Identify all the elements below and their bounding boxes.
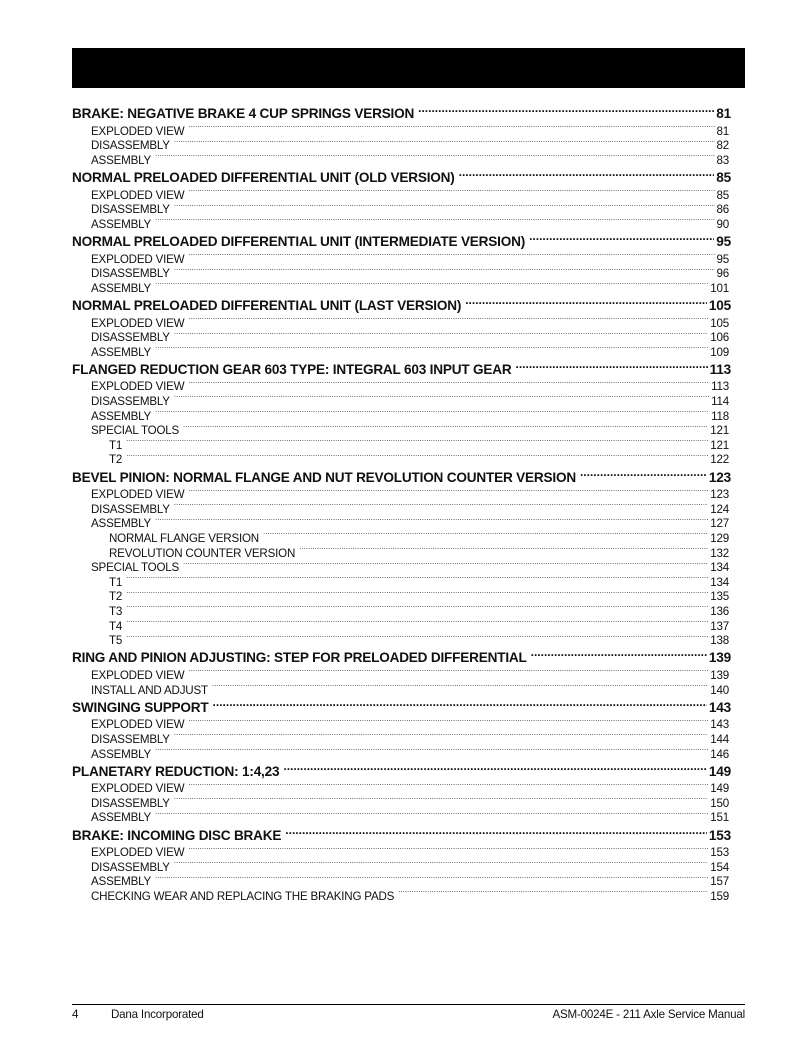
toc-entry-title: ASSEMBLY (91, 409, 152, 423)
toc-section-heading[interactable] (72, 468, 731, 485)
toc-entry-title: ASSEMBLY (91, 811, 152, 825)
toc-entry-page: 122 (710, 453, 729, 467)
toc-subentry[interactable] (72, 501, 731, 516)
toc-entry-title: DISASSEMBLY (91, 203, 170, 217)
toc-entry-page: 114 (711, 395, 729, 409)
dot-leader (155, 280, 708, 292)
dot-leader (459, 168, 715, 182)
toc-subentry[interactable] (72, 888, 731, 903)
toc-entry-title: T3 (109, 604, 123, 618)
dot-leader (155, 874, 708, 886)
toc-entry-title: T1 (109, 575, 123, 589)
toc-subentry[interactable] (72, 344, 731, 359)
dot-leader (299, 545, 708, 557)
dot-leader (155, 216, 714, 228)
toc-entry-title: DISASSEMBLY (91, 732, 170, 746)
dot-leader (263, 530, 708, 542)
toc-entry-title: FLANGED REDUCTION GEAR 603 TYPE: INTEGRAL 603 INPUT GEAR (72, 361, 512, 377)
toc-section (72, 826, 731, 905)
toc-subentry[interactable] (72, 717, 731, 732)
toc-entry-page: 139 (710, 668, 729, 682)
dot-leader (126, 589, 708, 601)
dot-leader (174, 202, 715, 214)
dot-leader (398, 888, 708, 900)
toc-entry-page: 136 (710, 604, 729, 618)
toc-entry-title: EXPLODED VIEW (91, 380, 185, 394)
toc-entry-title: RING AND PINION ADJUSTING: STEP FOR PRELOADED DIFFERENTIAL (72, 650, 527, 666)
toc-entry-page: 113 (709, 361, 731, 377)
toc-subentry[interactable] (72, 123, 731, 138)
toc-subentry[interactable] (72, 633, 731, 648)
dot-leader (126, 603, 708, 615)
toc-entry-title: ASSEMBLY (91, 875, 152, 889)
toc-entry-page: 134 (710, 575, 729, 589)
toc-subentry[interactable] (72, 187, 731, 202)
dot-leader (183, 560, 708, 572)
toc-entry-page: 123 (708, 469, 731, 485)
toc-subentry[interactable] (72, 408, 731, 423)
toc-entry-page: 85 (716, 188, 729, 202)
toc-entry-page: 149 (708, 763, 731, 779)
footer-page-number: 4 (72, 1008, 79, 1021)
toc-entry-title: DISASSEMBLY (91, 796, 170, 810)
toc-entry-page: 101 (710, 281, 729, 295)
toc-entry-title: PLANETARY REDUCTION: 1:4,23 (72, 763, 280, 779)
toc-subentry[interactable] (72, 667, 731, 682)
toc-section (72, 698, 731, 762)
toc-entry-page: 153 (710, 846, 729, 860)
toc-entry-title: NORMAL PRELOADED DIFFERENTIAL UNIT (OLD VERSION) (72, 169, 455, 185)
toc-entry-page: 95 (716, 252, 729, 266)
toc-section-heading[interactable] (72, 698, 731, 715)
dot-leader (155, 344, 708, 356)
toc-subentry[interactable] (72, 379, 731, 394)
toc-entry-page: 146 (710, 747, 729, 761)
dot-leader (188, 251, 714, 263)
dot-leader (465, 296, 707, 310)
toc-entry-page: 81 (716, 124, 729, 138)
toc-section-heading[interactable] (72, 296, 731, 313)
toc-subentry[interactable] (72, 560, 731, 575)
footer-manual-title: ASM-0024E - 211 Axle Service Manual (552, 1008, 745, 1021)
toc-entry-page: 138 (710, 634, 729, 648)
toc-entry-title: EXPLODED VIEW (91, 488, 185, 502)
toc-entry-page: 121 (710, 424, 729, 438)
toc-subentry[interactable] (72, 589, 731, 604)
dot-leader (174, 501, 708, 513)
dot-leader (529, 232, 714, 246)
toc-entry-title: T4 (109, 619, 123, 633)
toc-subentry[interactable] (72, 330, 731, 345)
toc-entry-page: 143 (708, 699, 731, 715)
toc-entry-title: EXPLODED VIEW (91, 846, 185, 860)
dot-leader (126, 618, 708, 630)
toc-entry-title: ASSEMBLY (91, 517, 152, 531)
toc-subentry[interactable] (72, 280, 731, 295)
toc-entry-page: 127 (710, 517, 729, 531)
dot-leader (188, 845, 708, 857)
dot-leader (188, 187, 714, 199)
dot-leader (126, 574, 708, 586)
toc-entry-page: 85 (716, 169, 731, 185)
toc-entry-title: ASSEMBLY (91, 153, 152, 167)
toc-entry-page: 109 (710, 345, 729, 359)
toc-entry-title: DISASSEMBLY (91, 395, 170, 409)
toc-subentry[interactable] (72, 315, 731, 330)
toc-subentry[interactable] (72, 216, 731, 231)
dot-leader (283, 762, 707, 776)
toc-entry-page: 105 (710, 316, 729, 330)
dot-leader (126, 633, 708, 645)
toc-section (72, 104, 731, 168)
toc-subentry[interactable] (72, 574, 731, 589)
toc-entry-title: EXPLODED VIEW (91, 252, 185, 266)
toc-subentry[interactable] (72, 618, 731, 633)
toc-section-heading[interactable] (72, 104, 731, 121)
toc-subentry[interactable] (72, 452, 731, 467)
toc-entry-page: 124 (710, 502, 729, 516)
dot-leader (515, 360, 707, 374)
toc-entry-page: 95 (716, 233, 731, 249)
dot-leader (174, 731, 708, 743)
toc-entry-title: ASSEMBLY (91, 345, 152, 359)
toc-entry-title: ASSEMBLY (91, 747, 152, 761)
dot-leader (155, 516, 708, 528)
toc-subentry[interactable] (72, 781, 731, 796)
header-bar (72, 48, 745, 88)
toc-entry-page: 140 (710, 683, 729, 697)
dot-leader (188, 487, 708, 499)
table-of-contents (72, 104, 731, 904)
dot-leader (188, 123, 714, 135)
toc-section-heading[interactable] (72, 648, 731, 665)
toc-entry-title: DISASSEMBLY (91, 331, 170, 345)
toc-section (72, 168, 731, 232)
toc-entry-title: BRAKE: NEGATIVE BRAKE 4 CUP SPRINGS VERSION (72, 106, 415, 121)
toc-subentry[interactable] (72, 731, 731, 746)
dot-leader (174, 859, 708, 871)
toc-subentry[interactable] (72, 393, 731, 408)
toc-entry-page: 159 (710, 890, 729, 904)
toc-entry-title: DISASSEMBLY (91, 139, 170, 153)
toc-subentry[interactable] (72, 795, 731, 810)
dot-leader (188, 781, 708, 793)
toc-entry-page: 113 (711, 380, 729, 394)
dot-leader (174, 393, 709, 405)
toc-entry-title: T5 (109, 634, 123, 648)
footer-divider (72, 1004, 745, 1005)
dot-leader (188, 667, 708, 679)
toc-entry-page: 106 (710, 331, 729, 345)
toc-subentry[interactable] (72, 251, 731, 266)
toc-entry-title: NORMAL FLANGE VERSION (109, 532, 259, 545)
toc-entry-title: NORMAL PRELOADED DIFFERENTIAL UNIT (LAST VERSION) (72, 297, 462, 313)
toc-entry-page: 139 (708, 650, 731, 666)
toc-entry-title: EXPLODED VIEW (91, 188, 185, 202)
dot-leader (155, 746, 708, 758)
toc-subentry[interactable] (72, 202, 731, 217)
toc-entry-page: 153 (708, 827, 731, 843)
toc-subentry[interactable] (72, 545, 731, 560)
toc-subentry[interactable] (72, 810, 731, 825)
dot-leader (155, 810, 708, 822)
dot-leader (285, 826, 707, 840)
toc-entry-title: EXPLODED VIEW (91, 718, 185, 732)
toc-subentry[interactable] (72, 487, 731, 502)
toc-entry-page: 135 (710, 590, 729, 604)
toc-entry-page: 157 (710, 875, 729, 889)
toc-entry-title: ASSEMBLY (91, 217, 152, 231)
dot-leader (213, 698, 707, 712)
toc-subentry[interactable] (72, 859, 731, 874)
toc-entry-title: REVOLUTION COUNTER VERSION (109, 546, 296, 560)
dot-leader (188, 379, 709, 391)
toc-subentry[interactable] (72, 437, 731, 452)
toc-entry-title: BEVEL PINION: NORMAL FLANGE AND NUT REVOLUTION COUNTER VERSION (72, 469, 576, 485)
toc-section (72, 468, 731, 649)
toc-entry-page: 118 (711, 409, 729, 423)
dot-leader (531, 648, 707, 662)
toc-section-heading[interactable] (72, 168, 731, 185)
toc-entry-page: 134 (710, 561, 729, 575)
toc-entry-page: 137 (710, 619, 729, 633)
toc-section (72, 232, 731, 296)
toc-entry-title: SWINGING SUPPORT (72, 699, 209, 715)
toc-entry-title: INSTALL AND ADJUST (91, 683, 208, 697)
toc-entry-page: 86 (716, 203, 729, 217)
toc-subentry[interactable] (72, 266, 731, 281)
toc-entry-page: 123 (710, 488, 729, 502)
toc-subentry[interactable] (72, 682, 731, 697)
dot-leader (188, 315, 708, 327)
dot-leader (212, 682, 708, 694)
toc-entry-page: 82 (716, 139, 729, 153)
toc-entry-title: DISASSEMBLY (91, 860, 170, 874)
toc-entry-title: BRAKE: INCOMING DISC BRAKE (72, 827, 282, 843)
toc-section (72, 296, 731, 360)
toc-section-heading[interactable] (72, 360, 731, 377)
toc-entry-page: 83 (716, 153, 729, 167)
dot-leader (188, 717, 708, 729)
toc-entry-title: EXPLODED VIEW (91, 124, 185, 138)
toc-entry-page: 81 (716, 106, 731, 121)
toc-entry-title: EXPLODED VIEW (91, 668, 185, 682)
toc-subentry[interactable] (72, 603, 731, 618)
toc-entry-title: EXPLODED VIEW (91, 782, 185, 796)
toc-entry-title: SPECIAL TOOLS (91, 424, 180, 438)
toc-entry-page: 132 (710, 546, 729, 560)
toc-subentry[interactable] (72, 138, 731, 153)
dot-leader (155, 408, 709, 420)
toc-entry-title: T2 (109, 590, 123, 604)
toc-subentry[interactable] (72, 530, 731, 545)
toc-entry-title: DISASSEMBLY (91, 267, 170, 281)
toc-entry-page: 129 (710, 532, 729, 545)
toc-subentry[interactable] (72, 423, 731, 438)
toc-entry-title: EXPLODED VIEW (91, 316, 185, 330)
dot-leader (155, 152, 714, 164)
toc-entry-page: 143 (710, 718, 729, 732)
toc-section-heading[interactable] (72, 826, 731, 843)
toc-section-heading[interactable] (72, 762, 731, 779)
toc-section (72, 360, 731, 468)
toc-entry-title: T1 (109, 438, 123, 452)
toc-entry-title: NORMAL PRELOADED DIFFERENTIAL UNIT (INTERMEDIATE VERSION) (72, 233, 526, 249)
toc-entry-page: 121 (710, 438, 729, 452)
toc-section (72, 762, 731, 826)
toc-entry-title: CHECKING WEAR AND REPLACING THE BRAKING PADS (91, 890, 395, 904)
dot-leader (126, 452, 708, 464)
toc-entry-title: SPECIAL TOOLS (91, 561, 180, 575)
toc-subentry[interactable] (72, 874, 731, 889)
toc-subentry[interactable] (72, 516, 731, 531)
dot-leader (126, 437, 708, 449)
dot-leader (183, 423, 708, 435)
toc-entry-page: 90 (716, 217, 729, 231)
toc-entry-page: 154 (710, 860, 729, 874)
toc-subentry[interactable] (72, 746, 731, 761)
toc-entry-title: T2 (109, 453, 123, 467)
toc-entry-title: ASSEMBLY (91, 281, 152, 295)
toc-entry-title: DISASSEMBLY (91, 502, 170, 516)
dot-leader (174, 330, 708, 342)
dot-leader (174, 138, 715, 150)
dot-leader (580, 468, 707, 482)
toc-section-heading[interactable] (72, 232, 731, 249)
toc-entry-page: 150 (710, 796, 729, 810)
toc-entry-page: 96 (716, 267, 729, 281)
toc-entry-page: 144 (710, 732, 729, 746)
toc-entry-page: 149 (710, 782, 729, 796)
toc-entry-page: 105 (708, 297, 731, 313)
toc-entry-page: 151 (710, 811, 729, 825)
dot-leader (174, 795, 708, 807)
toc-subentry[interactable] (72, 845, 731, 860)
dot-leader (174, 266, 715, 278)
dot-leader (418, 104, 714, 118)
toc-section (72, 648, 731, 697)
footer-company: Dana Incorporated (111, 1008, 204, 1021)
toc-subentry[interactable] (72, 152, 731, 167)
